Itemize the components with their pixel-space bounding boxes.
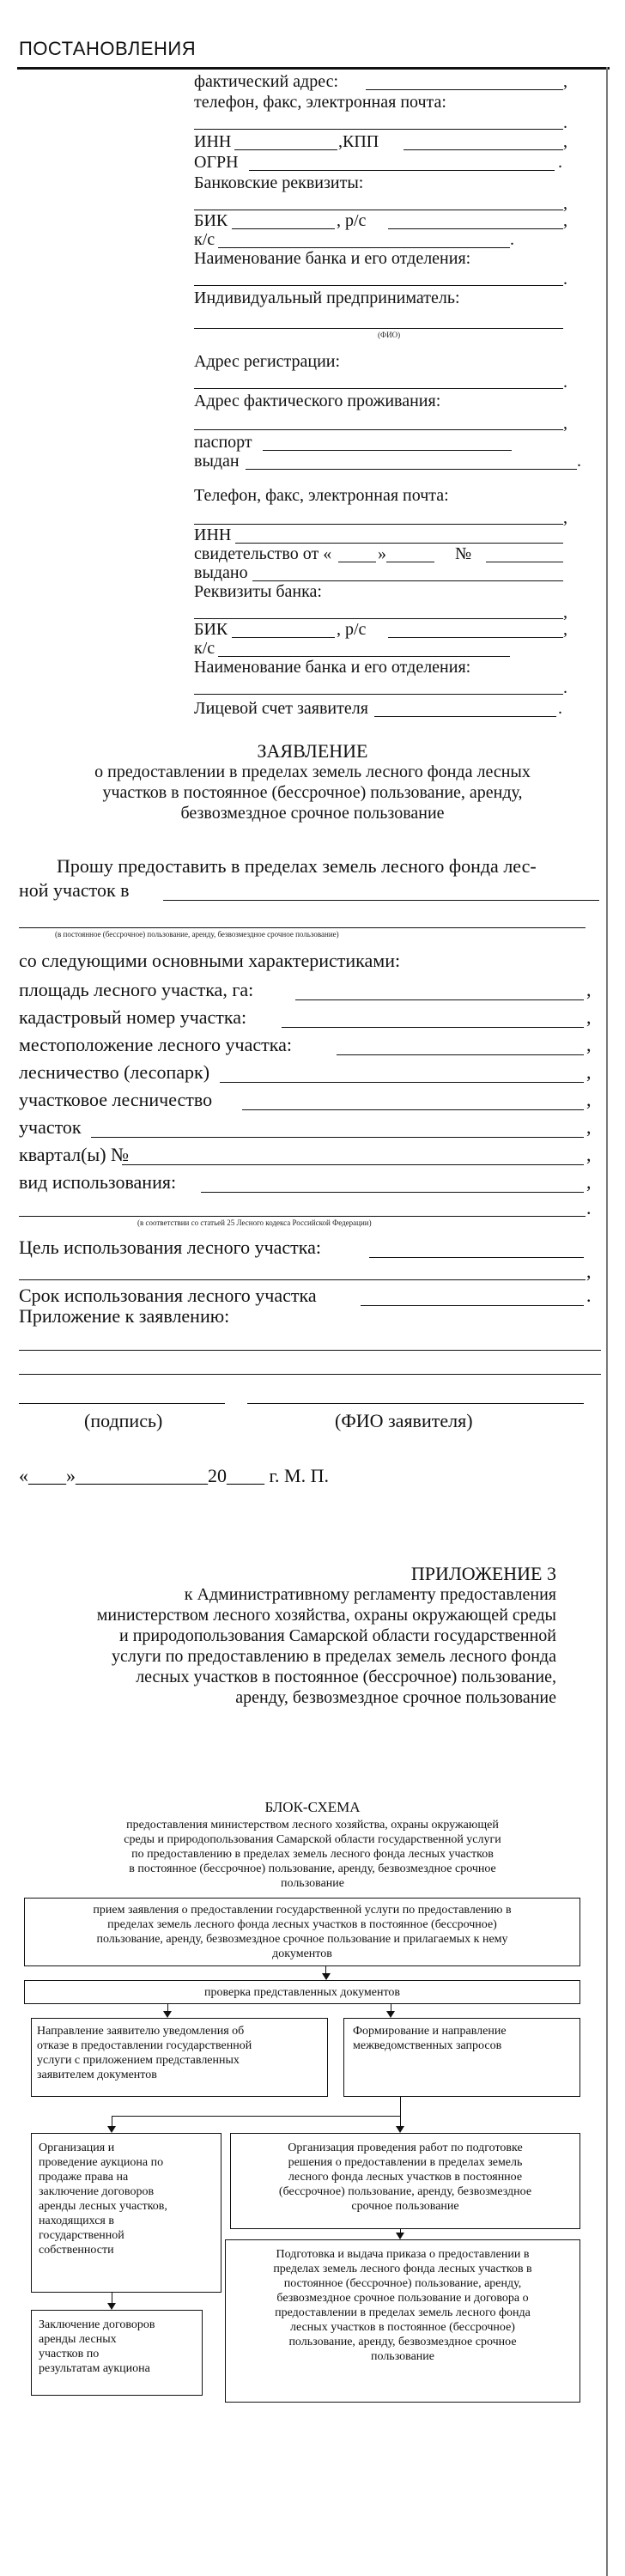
fio-hint: (ФИО) (378, 331, 401, 339)
rs-label: , р/с (337, 211, 367, 230)
arrow-down-icon (163, 2011, 172, 2018)
step-lease-contracts: Заключение договоров аренды лесных участков по результатам аукциона (31, 2310, 203, 2396)
field-usage-type: вид использования: (19, 1171, 177, 1193)
header-rule (17, 67, 610, 70)
term-label: Срок использования лесного участка (19, 1285, 317, 1306)
ie-ks-label: к/с (194, 639, 215, 658)
column-divider (606, 67, 608, 2576)
ie-bank-details-label: Реквизиты банка: (194, 582, 322, 601)
appendix-line-3: и природопользования Самарской области государственной (119, 1626, 556, 1645)
ie-bank-name-label: Наименование банка и его отделения: (194, 658, 471, 677)
appendix-line-1: к Административному регламенту предоставления (184, 1585, 556, 1604)
characteristics-label: со следующими основными характеристиками: (19, 950, 401, 971)
field-cadastral: кадастровый номер участка: (19, 1006, 247, 1028)
step-interagency-requests: Формирование и направление межведомственных запросов (343, 2018, 580, 2097)
field-location: местоположение лесного участка: (19, 1034, 292, 1055)
ogrn-label: ОГРН (194, 153, 239, 172)
arrow-down-icon (386, 2011, 395, 2018)
request-line-2: ной участок в (19, 879, 130, 901)
field-forestry: лесничество (лесопарк) (19, 1061, 210, 1083)
field-quarter: квартал(ы) № (19, 1144, 130, 1165)
article-hint: (в соответствии со статьей 25 Лесного кодекса Российской Федерации) (137, 1218, 372, 1227)
application-title: ЗАЯВЛЕНИЕ (257, 740, 368, 762)
request-line-1: Прошу предоставить в пределах земель лесного фонда лес- (57, 855, 537, 877)
arrow-down-icon (322, 1973, 331, 1980)
field-plot: участок (19, 1116, 82, 1138)
appendix-number: ПРИЛОЖЕНИЕ 3 (410, 1563, 556, 1584)
purpose-label: Цель использования лесного участка: (19, 1236, 322, 1258)
arrow-down-icon (107, 2126, 116, 2133)
bank-details-label: Банковские реквизиты: (194, 173, 364, 192)
issued-label: выдан (194, 452, 240, 471)
cert-number-label: № (455, 544, 472, 563)
reg-address-label: Адрес регистрации: (194, 352, 341, 371)
step-check-documents: проверка представленных документов (24, 1980, 580, 2004)
appendix-line-5: лесных участков в постоянное (бессрочное) пользование, (136, 1668, 556, 1686)
date-line: «____»______________20____ г. М. П. (19, 1465, 329, 1486)
ks-label: к/с (194, 230, 215, 249)
issued2-label: выдано (194, 563, 248, 582)
section-header: ПОСТАНОВЛЕНИЯ (19, 38, 197, 59)
fio-applicant-caption: (ФИО заявителя) (335, 1410, 473, 1431)
actual-residence-label: Адрес фактического проживания: (194, 392, 441, 410)
appendix-line-4: услуги по предоставлению в пределах земель лесного фонда (111, 1647, 556, 1666)
step-auction: Организация и проведение аукциона по продаже права на заключение договоров аренды лесных участков, находящихся в государственной собственности (31, 2133, 221, 2293)
signature-caption: (подпись) (84, 1410, 163, 1431)
usage-hint: (в постоянное (бессрочное) пользование, аренду, безвозмездное срочное пользование) (55, 930, 339, 939)
personal-account-label: Лицевой счет заявителя (194, 699, 368, 718)
arrow-down-icon (396, 2233, 404, 2239)
ie-bik-label: БИК (194, 620, 228, 639)
certificate-label: свидетельство от « (194, 544, 332, 563)
step-refusal-notice: Направление заявителю уведомления об отказе в предоставлении государственной услуги с приложением представленных заявителем документов (31, 2018, 328, 2097)
kpp-label: ,КПП (338, 132, 379, 151)
step-decision-preparation: Организация проведения работ по подготовке решения о предоставлении в пределах земель лесного фонда лесных участков в постоянное (бессрочное) пользование, аренду, безвозмездное срочное пользование (230, 2133, 580, 2229)
field-district-forestry: участковое лесничество (19, 1089, 213, 1110)
step-receive-application: прием заявления о предоставлении государственной услуги по предоставлению в пределах земель лесного фонда лесных участков в постоянное (бессрочное) пользование, аренду, безвозмездное срочное пользование и прилагаемых к нему документов (24, 1898, 580, 1966)
application-subtitle-2: участков в постоянное (бессрочное) пользование, аренду, (102, 783, 523, 802)
cert-quote: » (378, 544, 386, 563)
attachment-label: Приложение к заявлению: (19, 1305, 230, 1327)
bik-label: БИК (194, 211, 228, 230)
inn-label: ИНН (194, 132, 232, 151)
entrepreneur-label: Индивидуальный предприниматель: (194, 289, 460, 307)
appendix-line-6: аренду, безвозмездное срочное пользование (235, 1688, 556, 1707)
ie-rs-label: , р/с (337, 620, 367, 639)
bank-name-label: Наименование банка и его отделения: (194, 249, 471, 268)
ie-contacts-label: Телефон, факс, электронная почта: (194, 486, 449, 505)
flowchart-description: предоставления министерством лесного хозяйства, охраны окружающей среды и природопользования Самарской области государственной услуги по предоставлению в пределах земель лесного фонда лесных участков в постоянное (бессрочное) пользование, аренду, безвозмездное срочное пользование (124, 1819, 501, 1890)
step-issue-order: Подготовка и выдача приказа о предоставлении в пределах земель лесного фонда лесных участков в постоянное (бессрочное) пользование, аренду, безвозмездное срочное пользование и договора о предоставлении в пределах земель лесного фонда лесных участков в постоянное (бессрочное) пользование, аренду, безвозмездное срочное пользование (225, 2239, 580, 2403)
contacts-label: телефон, факс, электронная почта: (194, 93, 446, 112)
flowchart-title: БЛОК-СХЕМА (264, 1799, 361, 1815)
actual-address-label: фактический адрес: (194, 72, 339, 91)
field-area: площадь лесного участка, га: (19, 979, 254, 1000)
passport-label: паспорт (194, 433, 252, 452)
appendix-line-2: министерством лесного хозяйства, охраны окружающей среды (96, 1606, 556, 1625)
ie-inn-label: ИНН (194, 526, 232, 544)
arrow-down-icon (396, 2126, 404, 2133)
application-subtitle-3: безвозмездное срочное пользование (180, 804, 445, 823)
application-subtitle-1: о предоставлении в пределах земель лесного фонда лесных (94, 762, 531, 781)
arrow-down-icon (107, 2303, 116, 2310)
